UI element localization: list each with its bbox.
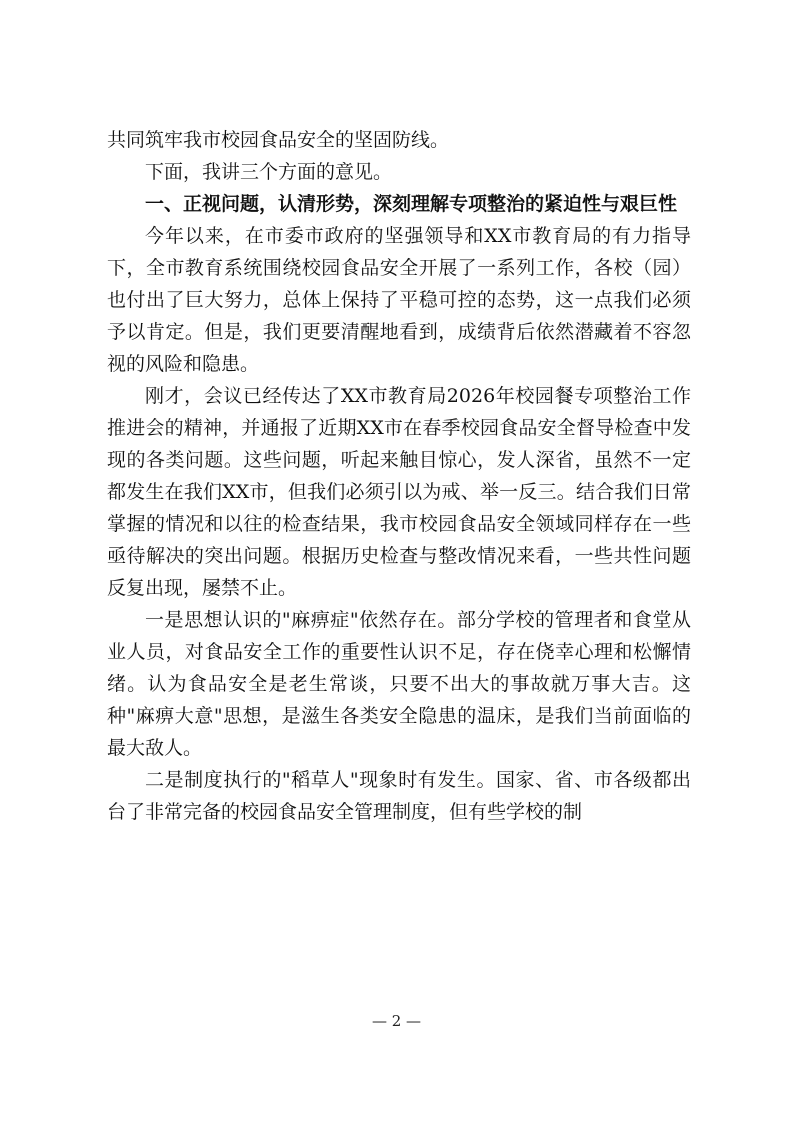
- paragraph-point-one: 一是思想认识的"麻痹症"依然存在。部分学校的管理者和食堂从业人员，对食品安全工作的重要性认识不足，存在侥幸心理和松懈情绪。认为食品安全是老生常谈，只要不出大的事故就万事大吉。这种"麻痹大意"思想，是滋生各类安全隐患的温床，是我们当前面临的最大敌人。: [107, 609, 691, 759]
- paragraph-continuation: 共同筑牢我市校园食品安全的坚固防线。: [107, 129, 450, 151]
- paragraph-meeting: 刚才，会议已经传达了XX市教育局2026年校园餐专项整治工作推进会的精神，并通报了近期XX市在春季校园食品安全督导检查中发现的各类问题。这些问题，听起来触目惊心，发人深省，虽然不一定都发生在我们XX市，但我们必须引以为戒、举一反三。结合我们日常掌握的情况和以往的检查结果，我市校园食品安全领域同样存在一些亟待解决的突出问题。根据历史检查与整改情况来看，一些共性问题反复出现，屡禁不止。: [107, 385, 691, 599]
- paragraph-intro: 下面，我讲三个方面的意见。: [145, 161, 393, 183]
- page-number: — 2 —: [371, 1012, 422, 1030]
- section-heading: 一、正视问题，认清形势，深刻理解专项整治的紧迫性与艰巨性: [145, 193, 678, 215]
- paragraph-overview: 今年以来，在市委市政府的坚强领导和XX市教育局的有力指导下，全市教育系统围绕校园食品安全开展了一系列工作，各校（园）也付出了巨大努力，总体上保持了平稳可控的态势，这一点我们必须予以肯定。但是，我们更要清醒地看到，成绩背后依然潜藏着不容忽视的风险和隐患。: [107, 225, 691, 375]
- paragraph-point-two: 二是制度执行的"稻草人"现象时有发生。国家、省、市各级都出台了非常完备的校园食品安全管理制度，但有些学校的制: [107, 769, 691, 823]
- body-text: [107, 124, 691, 828]
